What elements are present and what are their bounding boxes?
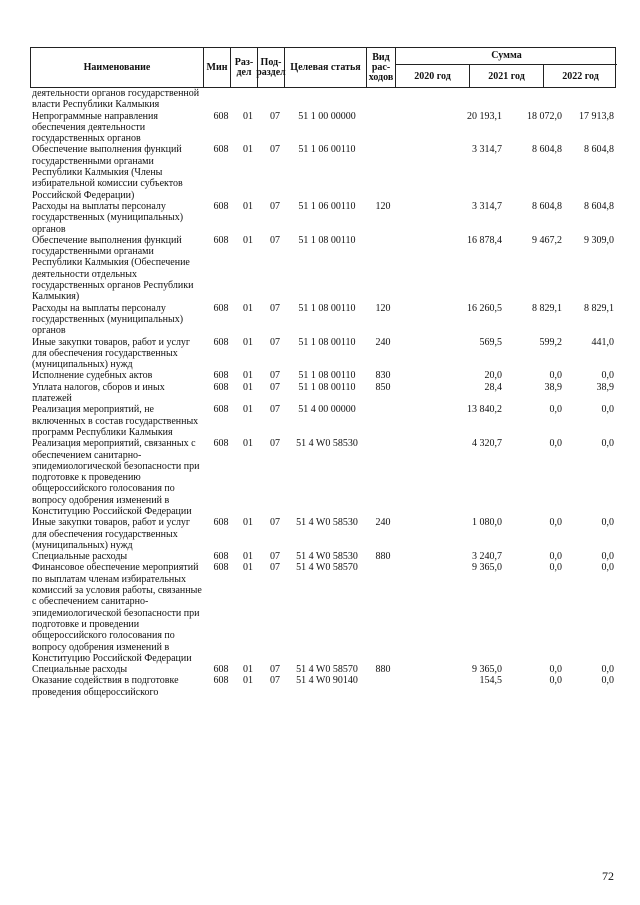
table-row xyxy=(30,675,616,698)
cell-target-article: 51 4 W0 58530 xyxy=(296,438,358,450)
cell-sum-2021: 0,0 xyxy=(549,517,562,529)
cell-podrazdel: 07 xyxy=(270,144,280,156)
cell-sum-2020: 20 193,1 xyxy=(467,110,502,122)
cell-sum-2022: 0,0 xyxy=(601,370,614,382)
cell-razdel: 01 xyxy=(243,404,253,416)
cell-name: Непрограммные направления обеспечения деятельности государственных органов xyxy=(32,110,158,145)
cell-sum-2021: 0,0 xyxy=(549,675,562,687)
cell-target-article: 51 1 08 00110 xyxy=(298,381,356,393)
cell-expense-type: 880 xyxy=(375,551,391,563)
cell-target-article: 51 4 W0 58570 xyxy=(296,562,358,574)
cell-sum-2021: 8 604,8 xyxy=(532,144,562,156)
cell-ministry: 608 xyxy=(213,517,229,529)
cell-expense-type: 120 xyxy=(375,302,391,314)
cell-name: Расходы на выплаты персоналу государственных (муниципальных) органов xyxy=(32,200,184,235)
cell-sum-2022: 38,9 xyxy=(596,381,614,393)
cell-ministry: 608 xyxy=(213,234,229,246)
cell-name: Обеспечение выполнения функций государственными органами Республики Калмыкия (Члены избирательной комиссии субъектов Российской Федерации) xyxy=(32,144,183,201)
cell-ministry: 608 xyxy=(213,302,229,314)
cell-name: Исполнение судебных актов xyxy=(32,370,153,382)
cell-sum-2022: 0,0 xyxy=(601,675,614,687)
cell-razdel: 01 xyxy=(243,438,253,450)
cell-podrazdel: 07 xyxy=(270,370,280,382)
table-row xyxy=(30,111,616,145)
header-vid: Вид рас-ходов xyxy=(367,48,396,87)
cell-sum-2022: 0,0 xyxy=(601,664,614,676)
cell-sum-2020: 16 260,5 xyxy=(467,302,502,314)
cell-sum-2020: 569,5 xyxy=(479,336,502,348)
cell-expense-type: 880 xyxy=(375,664,391,676)
header-min: Мин xyxy=(204,48,231,87)
cell-sum-2020: 4 320,7 xyxy=(472,438,502,450)
cell-podrazdel: 07 xyxy=(270,517,280,529)
cell-ministry: 608 xyxy=(213,551,229,563)
cell-expense-type: 850 xyxy=(375,381,391,393)
table-row xyxy=(30,235,616,303)
cell-target-article: 51 1 08 00110 xyxy=(298,234,356,246)
cell-razdel: 01 xyxy=(243,664,253,676)
cell-podrazdel: 07 xyxy=(270,381,280,393)
cell-razdel: 01 xyxy=(243,234,253,246)
cell-target-article: 51 4 W0 58570 xyxy=(296,664,358,676)
cell-sum-2022: 8 829,1 xyxy=(584,302,614,314)
header-celevaya: Целевая статья xyxy=(285,48,367,87)
cell-sum-2020: 154,5 xyxy=(479,675,502,687)
cell-ministry: 608 xyxy=(213,144,229,156)
cell-name: Финансовое обеспечение мероприятий по выплатам членам избирательных комиссий за условия работы, связанные с обеспечением санитарно-эпидемиологической безопасности при подготовке и проведении общероссийского голосования по вопросу одобрения изменений в Конституцию Российской Федерации xyxy=(32,562,202,664)
cell-target-article: 51 4 W0 58530 xyxy=(296,551,358,563)
table-row xyxy=(30,370,616,381)
cell-razdel: 01 xyxy=(243,551,253,563)
cell-sum-2022: 0,0 xyxy=(601,551,614,563)
table-row xyxy=(30,303,616,337)
cell-razdel: 01 xyxy=(243,144,253,156)
cell-ministry: 608 xyxy=(213,404,229,416)
header-summa: Сумма xyxy=(396,48,617,65)
cell-sum-2022: 441,0 xyxy=(591,336,614,348)
cell-sum-2020: 20,0 xyxy=(484,370,502,382)
cell-sum-2021: 38,9 xyxy=(544,381,562,393)
cell-sum-2021: 18 072,0 xyxy=(527,110,562,122)
cell-sum-2021: 0,0 xyxy=(549,370,562,382)
cell-sum-2022: 0,0 xyxy=(601,517,614,529)
cell-name: Обеспечение выполнения функций государственными органами Республики Калмыкия (Обеспечение деятельности отдельных государственных органов Республики Калмыкия) xyxy=(32,234,194,303)
cell-podrazdel: 07 xyxy=(270,200,280,212)
cell-razdel: 01 xyxy=(243,517,253,529)
cell-sum-2020: 28,4 xyxy=(484,381,502,393)
cell-ministry: 608 xyxy=(213,562,229,574)
table-body xyxy=(30,88,616,698)
cell-razdel: 01 xyxy=(243,110,253,122)
cell-target-article: 51 1 08 00110 xyxy=(298,336,356,348)
cell-sum-2021: 599,2 xyxy=(539,336,562,348)
cell-ministry: 608 xyxy=(213,675,229,687)
cell-podrazdel: 07 xyxy=(270,404,280,416)
table-row xyxy=(30,382,616,405)
cell-razdel: 01 xyxy=(243,675,253,687)
cell-sum-2020: 3 314,7 xyxy=(472,144,502,156)
table-row xyxy=(30,517,616,551)
cell-sum-2021: 9 467,2 xyxy=(532,234,562,246)
cell-ministry: 608 xyxy=(213,381,229,393)
cell-podrazdel: 07 xyxy=(270,675,280,687)
header-name: Наименование xyxy=(31,48,204,87)
cell-podrazdel: 07 xyxy=(270,664,280,676)
cell-podrazdel: 07 xyxy=(270,336,280,348)
cell-razdel: 01 xyxy=(243,370,253,382)
table-header xyxy=(30,47,616,88)
cell-sum-2021: 0,0 xyxy=(549,664,562,676)
cell-name: Реализация мероприятий, не включенных в состав государственных программ Республики Калмыкия xyxy=(32,404,199,438)
cell-sum-2020: 9 365,0 xyxy=(472,562,502,574)
table-row xyxy=(30,664,616,675)
header-podrazdel: Под-раздел xyxy=(258,48,285,87)
cell-sum-2021: 8 829,1 xyxy=(532,302,562,314)
cell-podrazdel: 07 xyxy=(270,234,280,246)
cell-ministry: 608 xyxy=(213,336,229,348)
cell-name: Оказание содействия в подготовке проведения общероссийского xyxy=(32,675,179,698)
cell-sum-2021: 0,0 xyxy=(549,404,562,416)
cell-podrazdel: 07 xyxy=(270,551,280,563)
table-row xyxy=(30,562,616,664)
cell-name: деятельности органов государственной власти Республики Калмыкия xyxy=(32,88,200,111)
table-row xyxy=(30,551,616,562)
cell-expense-type: 830 xyxy=(375,370,391,382)
cell-sum-2020: 1 080,0 xyxy=(472,517,502,529)
table-row xyxy=(30,438,616,517)
table-row xyxy=(30,404,616,438)
cell-target-article: 51 1 08 00110 xyxy=(298,370,356,382)
cell-sum-2020: 13 840,2 xyxy=(467,404,502,416)
header-year-2021: 2021 год xyxy=(470,65,544,88)
cell-sum-2022: 9 309,0 xyxy=(584,234,614,246)
cell-sum-2021: 0,0 xyxy=(549,438,562,450)
cell-ministry: 608 xyxy=(213,664,229,676)
cell-expense-type: 240 xyxy=(375,517,391,529)
table-row xyxy=(30,337,616,371)
cell-ministry: 608 xyxy=(213,438,229,450)
cell-sum-2022: 0,0 xyxy=(601,438,614,450)
cell-name: Расходы на выплаты персоналу государственных (муниципальных) органов xyxy=(32,302,184,337)
cell-ministry: 608 xyxy=(213,370,229,382)
cell-target-article: 51 4 00 00000 xyxy=(298,404,356,416)
cell-podrazdel: 07 xyxy=(270,110,280,122)
header-year-2020: 2020 год xyxy=(396,65,470,88)
cell-sum-2020: 3 314,7 xyxy=(472,200,502,212)
cell-ministry: 608 xyxy=(213,110,229,122)
cell-razdel: 01 xyxy=(243,336,253,348)
cell-sum-2020: 3 240,7 xyxy=(472,551,502,563)
cell-sum-2021: 8 604,8 xyxy=(532,200,562,212)
cell-target-article: 51 4 W0 58530 xyxy=(296,517,358,529)
cell-razdel: 01 xyxy=(243,200,253,212)
page-number: 72 xyxy=(602,869,614,883)
header-razdel: Раз-дел xyxy=(231,48,258,87)
cell-name: Иные закупки товаров, работ и услуг для обеспечения государственных (муниципальных) нужд xyxy=(32,336,191,371)
table-row xyxy=(30,144,616,200)
cell-podrazdel: 07 xyxy=(270,302,280,314)
cell-sum-2021: 0,0 xyxy=(549,551,562,563)
cell-name: Специальные расходы xyxy=(32,551,128,563)
cell-razdel: 01 xyxy=(243,562,253,574)
cell-name: Реализация мероприятий, связанных с обеспечением санитарно-эпидемиологической безопасности при подготовке к проведению общероссийского голосования по вопросу одобрения изменений в Конституцию Российской Федерации xyxy=(32,438,200,517)
cell-sum-2022: 8 604,8 xyxy=(584,144,614,156)
cell-target-article: 51 1 06 00110 xyxy=(298,144,356,156)
cell-sum-2022: 8 604,8 xyxy=(584,200,614,212)
cell-sum-2022: 0,0 xyxy=(601,562,614,574)
cell-sum-2020: 9 365,0 xyxy=(472,664,502,676)
table-row xyxy=(30,88,616,111)
cell-name: Иные закупки товаров, работ и услуг для обеспечения государственных (муниципальных) нужд xyxy=(32,517,191,551)
cell-podrazdel: 07 xyxy=(270,562,280,574)
cell-target-article: 51 1 00 00000 xyxy=(298,110,356,122)
header-year-2022: 2022 год xyxy=(562,70,599,82)
cell-razdel: 01 xyxy=(243,381,253,393)
cell-name: Уплата налогов, сборов и иных платежей xyxy=(32,381,165,405)
cell-expense-type: 240 xyxy=(375,336,391,348)
cell-target-article: 51 4 W0 90140 xyxy=(296,675,358,687)
cell-target-article: 51 1 06 00110 xyxy=(298,200,356,212)
cell-expense-type: 120 xyxy=(375,200,391,212)
cell-name: Специальные расходы xyxy=(32,664,128,676)
cell-sum-2022: 17 913,8 xyxy=(579,110,614,122)
cell-sum-2021: 0,0 xyxy=(549,562,562,574)
cell-ministry: 608 xyxy=(213,200,229,212)
cell-target-article: 51 1 08 00110 xyxy=(298,302,356,314)
cell-sum-2020: 16 878,4 xyxy=(467,234,502,246)
cell-podrazdel: 07 xyxy=(270,438,280,450)
cell-razdel: 01 xyxy=(243,302,253,314)
cell-sum-2022: 0,0 xyxy=(601,404,614,416)
table-row xyxy=(30,201,616,235)
